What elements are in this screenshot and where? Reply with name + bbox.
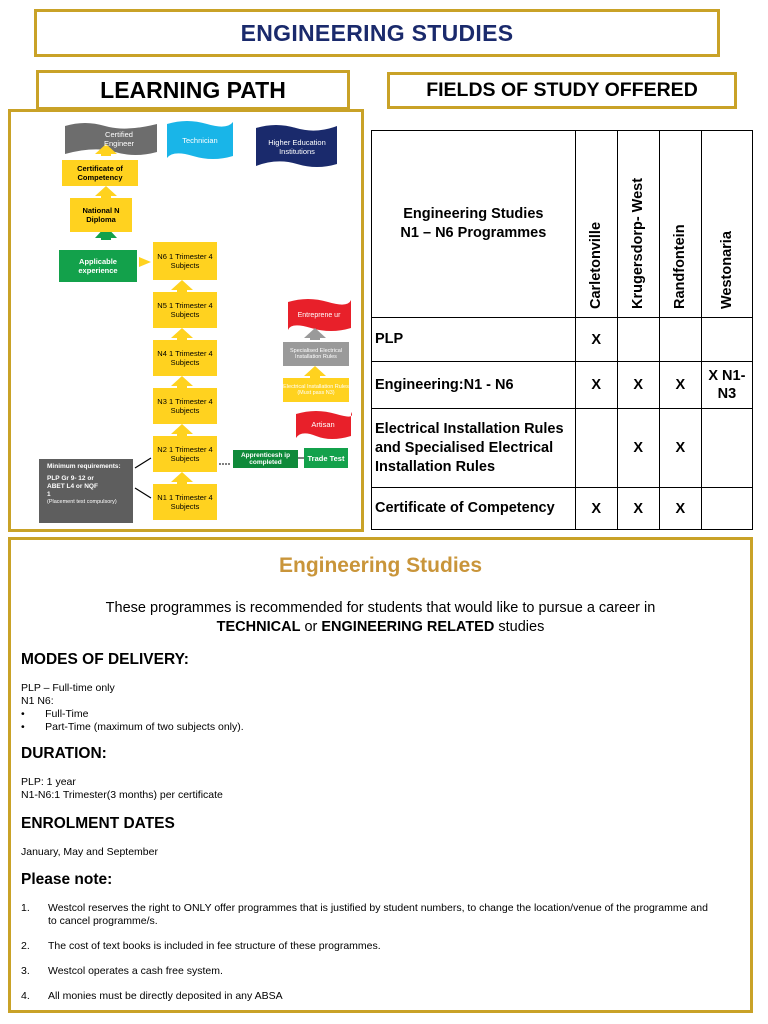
fields-title: FIELDS OF STUDY OFFERED xyxy=(426,79,698,101)
row-mark xyxy=(701,488,752,530)
campus-randfontein: Randfontein xyxy=(672,224,689,309)
specialised-rules-box: Specialised Electrical Installation Rules xyxy=(283,342,349,366)
info-title: Engineering Studies xyxy=(278,554,483,577)
modes-bullet1-text: Full-Time xyxy=(45,708,89,720)
campus-carletonville: Carletonville xyxy=(588,221,605,309)
learning-path-title-box xyxy=(36,70,350,110)
table-header-row xyxy=(372,131,753,318)
note-text: Westcol reserves the right to ONLY offer programmes that is justified by student numbers, to change the location/venue of the programme and to cancel programme/s. xyxy=(48,902,708,927)
duration-line2: N1-N6:1 Trimester(3 months) per certificate xyxy=(21,789,223,801)
table-row xyxy=(372,488,753,530)
campus-westonaria: Westonaria xyxy=(718,231,735,309)
row-mark: X xyxy=(575,318,617,362)
page-title: ENGINEERING STUDIES xyxy=(240,19,514,46)
n3-box: N3 1 Trimester 4 Subjects xyxy=(153,388,217,424)
modes-bullet2-text: Part-Time (maximum of two subjects only). xyxy=(45,721,244,733)
note-text: All monies must be directly deposited in any ABSA xyxy=(48,990,283,1002)
minimum-requirements-note: (Placement test compulsory) xyxy=(47,499,117,505)
modes-line2: N1 N6: xyxy=(21,695,54,707)
campus-header xyxy=(575,131,617,318)
modes-bullet1: • Full-Time xyxy=(21,708,89,720)
learning-path-title: LEARNING PATH xyxy=(100,76,286,103)
duration-line1: PLP: 1 year xyxy=(21,776,76,788)
modes-list xyxy=(21,682,244,734)
note-number: 4. xyxy=(21,990,30,1002)
arrow-electrical-specialised xyxy=(304,366,326,378)
row-mark xyxy=(701,409,752,488)
row-mark: X xyxy=(575,488,617,530)
modes-line1: PLP – Full-time only xyxy=(21,682,115,694)
intro-or: or xyxy=(300,619,322,635)
row-mark: X xyxy=(617,362,659,409)
higher-education-label: Higher Education Institutions xyxy=(268,138,326,156)
campus-header xyxy=(617,131,659,318)
n5-box: N5 1 Trimester 4 Subjects xyxy=(153,292,217,328)
list-item xyxy=(21,940,721,953)
row-mark: X xyxy=(659,488,701,530)
row-mark: X xyxy=(659,362,701,409)
row-mark: X xyxy=(575,362,617,409)
arrow-diploma-coc xyxy=(95,186,117,198)
campus-krugersdorp-west: Krugersdorp- West xyxy=(630,177,647,309)
row-mark xyxy=(617,318,659,362)
technician-label: Technician xyxy=(182,135,218,145)
modes-bullet2: • Part-Time (maximum of two subjects only). xyxy=(21,721,244,733)
row-label: Electrical Installation Rules and Specialised Electrical Installation Rules xyxy=(372,409,576,488)
table-row xyxy=(372,362,753,409)
campus-header xyxy=(659,131,701,318)
intro-bold-engineering: ENGINEERING RELATED xyxy=(321,619,495,635)
page-title-box xyxy=(34,9,720,57)
list-item xyxy=(21,965,721,978)
row-label: Certificate of Competency xyxy=(372,488,576,530)
n6-box: N6 1 Trimester 4 Subjects xyxy=(153,242,217,280)
minimum-requirements-title: Minimum requirements: xyxy=(47,463,121,470)
row-label: PLP xyxy=(372,318,576,362)
intro-line1: These programmes is recommended for students that would like to pursue a career in xyxy=(105,600,656,616)
arrow-n2-n3 xyxy=(171,424,193,436)
arrow-min-n2 xyxy=(135,458,151,468)
row-mark: X xyxy=(617,488,659,530)
note-number: 1. xyxy=(21,902,30,914)
duration-list xyxy=(21,776,223,802)
n4-box: N4 1 Trimester 4 Subjects xyxy=(153,340,217,376)
arrow-n6-experience xyxy=(139,257,151,267)
note-text: The cost of text books is included in fee structure of these programmes. xyxy=(48,940,381,952)
fields-title-box xyxy=(387,72,737,109)
row-mark xyxy=(701,318,752,362)
row-mark xyxy=(575,409,617,488)
programmes-header: Engineering Studies N1 – N6 Programmes xyxy=(372,131,576,318)
modes-heading: MODES OF DELIVERY: xyxy=(21,651,189,668)
entrepreneur-label: Entreprene ur xyxy=(297,311,341,319)
row-label: Engineering:N1 - N6 xyxy=(372,362,576,409)
intro-text xyxy=(11,599,750,637)
note-text: Westcol operates a cash free system. xyxy=(48,965,223,977)
fields-table xyxy=(371,130,753,530)
coc-box: Certificate of Competency xyxy=(62,160,138,186)
n1-box: N1 1 Trimester 4 Subjects xyxy=(153,484,217,520)
minimum-requirements-box xyxy=(39,459,133,523)
minimum-requirements-items: PLP Gr 9- 12 or ABET L4 or NQF 1 xyxy=(47,475,98,498)
note-heading: Please note: xyxy=(21,871,113,888)
intro-bold-technical: TECHNICAL xyxy=(216,619,301,635)
row-mark xyxy=(659,318,701,362)
intro-end: studies xyxy=(494,619,545,635)
row-mark: X xyxy=(659,409,701,488)
row-mark: X xyxy=(617,409,659,488)
arrow-n3-n4 xyxy=(171,376,193,388)
arrow-n1-n2 xyxy=(171,472,193,484)
note-number: 3. xyxy=(21,965,30,977)
arrow-n4-n5 xyxy=(171,328,193,340)
list-item xyxy=(21,902,721,928)
artisan-label: Artisan xyxy=(311,419,335,429)
enrolment-heading: ENROLMENT DATES xyxy=(21,815,175,832)
arrow-min-n1 xyxy=(135,488,151,498)
row-mark: X N1-N3 xyxy=(701,362,752,409)
enrolment-text: January, May and September xyxy=(21,846,158,858)
certified-engineer-label: Certified Engineer xyxy=(103,130,135,148)
n2-box: N2 1 Trimester 4 Subjects xyxy=(153,436,217,472)
apprenticeship-box: Apprenticesh ip completed xyxy=(233,450,298,468)
applicable-experience-box: Applicable experience xyxy=(59,250,137,282)
campus-header xyxy=(701,131,752,318)
electrical-rules-box: Electrical Installation Rules (Must pass N3) xyxy=(283,378,349,402)
table-row xyxy=(372,318,753,362)
learning-path-diagram xyxy=(8,109,364,532)
arrow-n5-n6 xyxy=(171,280,193,292)
table-row xyxy=(372,409,753,488)
info-section xyxy=(8,537,753,1013)
national-diploma-box: National N Diploma xyxy=(70,198,132,232)
duration-heading: DURATION: xyxy=(21,745,107,762)
note-number: 2. xyxy=(21,940,30,952)
trade-test-box: Trade Test xyxy=(304,448,348,468)
intro-line2 xyxy=(11,618,750,637)
list-item xyxy=(21,990,721,1003)
